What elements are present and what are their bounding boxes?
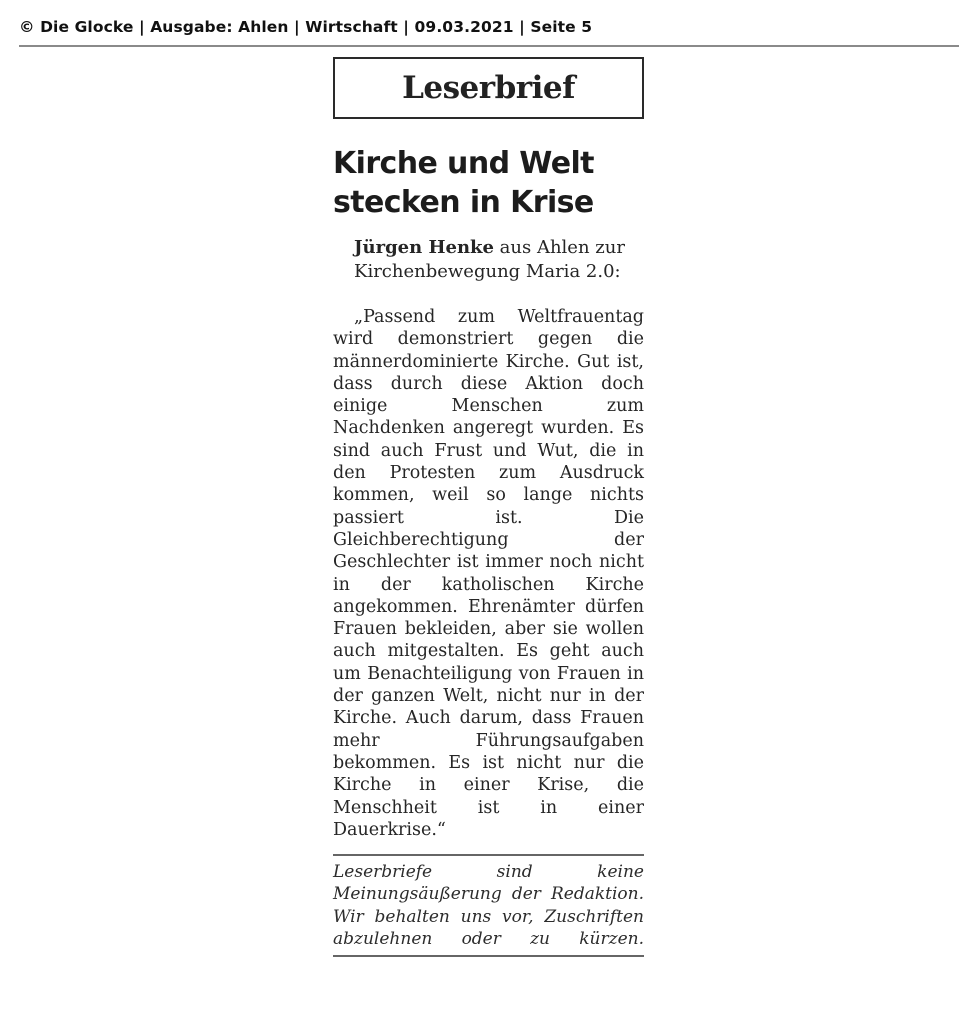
kicker-box [333,57,644,119]
editorial-disclaimer: Leserbriefe sind keine Meinungsäußerung der Redaktion. Wir behalten uns vor, Zuschriften abzulehnen oder zu kürzen. [333,862,644,950]
author-context: aus Ahlen zur Kirchenbewegung Maria 2.0: [354,237,625,282]
letter-body: „Passend zum Weltfrauentag wird demonstriert gegen die männerdominierte Kirche. Gut ist, dass durch diese Aktion doch einige Menschen zum Nachdenken angeregt wurden. Es sind auch Frust und Wut, die in den Protesten zum Ausdruck kommen, weil so lange nichts passiert ist. Die Gleichberechtigung der Geschlechter ist immer noch nicht in der katholischen Kirche angekommen. Ehrenämter dürfen Frauen bekleiden, aber sie wollen auch mitgestalten. Es geht auch um Benachteiligung von Frauen in der ganzen Welt, nicht nur in der Kirche. Auch darum, dass Frauen mehr Führungsaufgaben bekommen. Es ist nicht nur die Kirche in einer Krise, die Menschheit ist in einer Dauerkrise.“ [333,307,644,840]
article-headline: Kirche und Welt stecken in Krise [333,146,594,220]
article-column [333,57,644,957]
header-divider [19,45,959,47]
disclaimer-box [333,854,644,957]
author-name: Jürgen Henke [354,237,494,258]
author-line [333,236,644,284]
source-line: © Die Glocke | Ausgabe: Ahlen | Wirtschaft | 09.03.2021 | Seite 5 [19,18,593,36]
kicker-label: Leserbrief [402,70,575,106]
